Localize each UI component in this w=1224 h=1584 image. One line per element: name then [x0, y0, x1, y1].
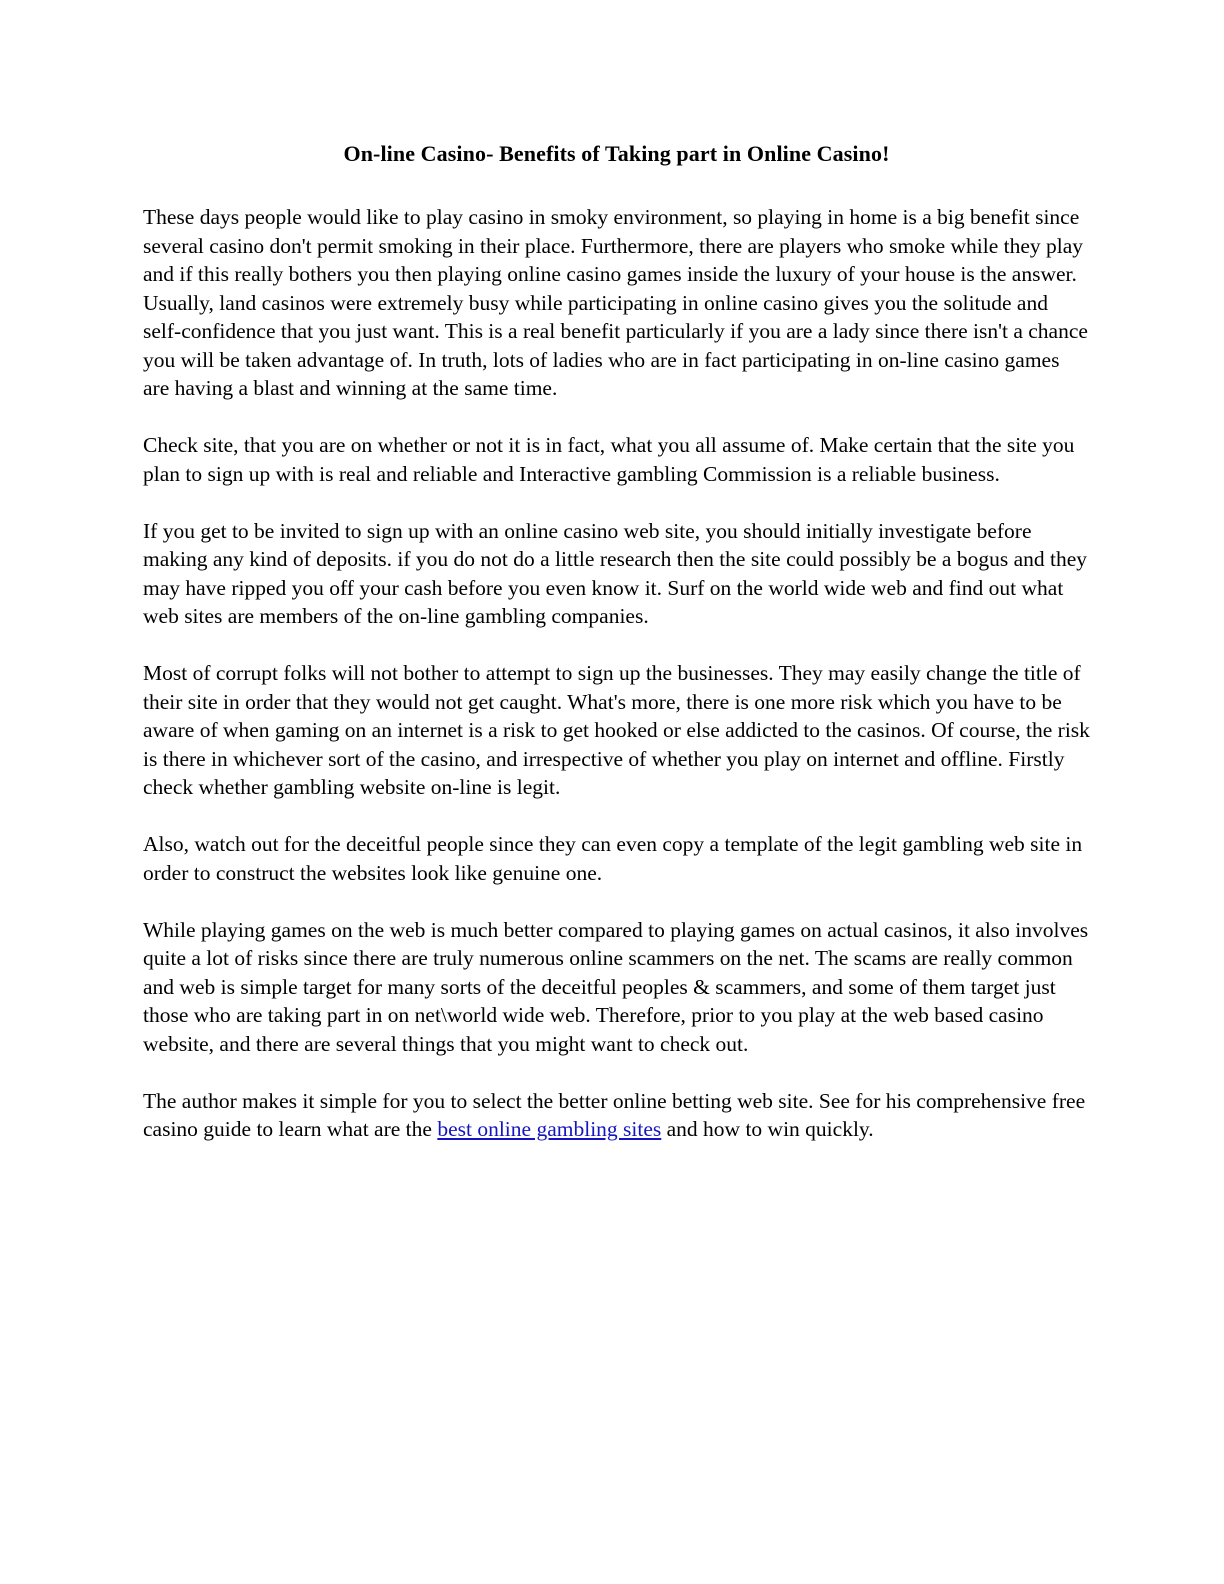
page-title: On-line Casino- Benefits of Taking part in Online Casino! [343, 141, 890, 166]
paragraph-4: Most of corrupt folks will not bother to attempt to sign up the businesses. They may easily change the title of their site in order that they would not get caught. What's more, there is one more risk which you have to be aware of when gaming on an internet is a risk to get hooked or else addicted to the casinos. Of course, the risk is there in whichever sort of the casino, and irrespective of whether you play on internet and offline. Firstly check whether gambling website on-line is legit. [143, 661, 1090, 799]
paragraph-2: Check site, that you are on whether or not it is in fact, what you all assume of. Make certain that the site you plan to sign up with is real and reliable and Interactive gambling Commission is a reliable business. [143, 433, 1075, 486]
paragraph-7 [143, 1087, 1090, 1144]
paragraph-3: If you get to be invited to sign up with an online casino web site, you should initially investigate before making any kind of deposits. if you do not do a little research then the site could possibly be a bogus and they may have ripped you off your cash before you even know it. Surf on the world wide web and find out what web sites are members of the on-line gambling companies. [143, 518, 1088, 628]
paragraph-6: While playing games on the web is much better compared to playing games on actual casinos, it also involves quite a lot of risks since there are truly numerous online scammers on the net. The scams are really common and web is simple target for many sorts of the deceitful peoples & scammers, and some of them target just those who are taking part in on net\world wide web. Therefore, prior to you play at the web based casino website, and there are several things that you might want to check out. [143, 917, 1089, 1056]
paragraph-7-text-before-link: The author makes it simple for you to select the better online betting web site. See for his comprehensive free casino guide to learn what are the [143, 1088, 1086, 1141]
best-online-gambling-sites-link[interactable]: best online gambling sites [437, 1117, 662, 1141]
paragraph-5: Also, watch out for the deceitful people since they can even copy a template of the legit gambling web site in order to construct the websites look like genuine one. [143, 832, 1083, 885]
paragraph-1: These days people would like to play casino in smoky environment, so playing in home is a big benefit since several casino don't permit smoking in their place. Furthermore, there are players who smoke while they play and if this really bothers you then playing online casino games inside the luxury of your house is the answer. Usually, land casinos were extremely busy while participating in online casino gives you the solitude and self-confidence that you just want. This is a real benefit particularly if you are a lady since there isn't a chance you will be taken advantage of. In truth, lots of ladies who are in fact participating in on-line casino games are having a blast and winning at the same time. [143, 205, 1088, 400]
paragraph-7-text-after-link: and how to win quickly. [661, 1117, 874, 1141]
